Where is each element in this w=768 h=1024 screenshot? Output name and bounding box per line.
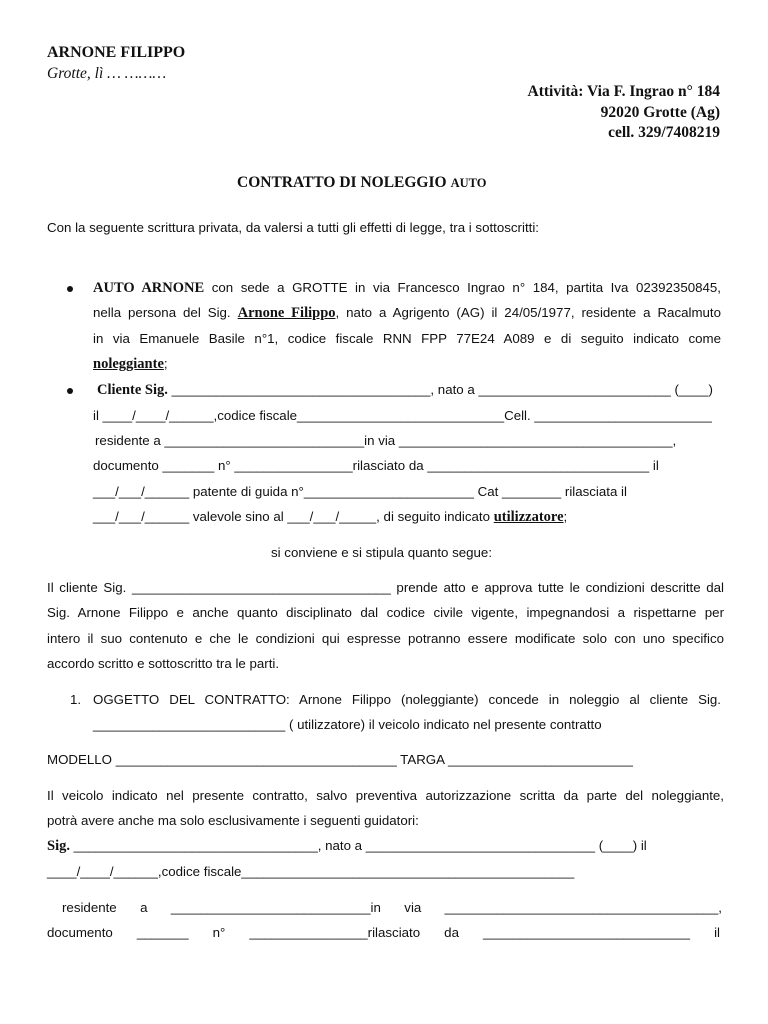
role-utilizzatore: utilizzatore xyxy=(493,509,564,525)
title-main: CONTRATTO DI NOLEGGIO xyxy=(237,174,447,191)
driver-line-1: Sig. _________________________________, nato a _______________________________ (____) il xyxy=(47,838,647,854)
driver-line-3: residente a ___________________________in via _____________________________________, xyxy=(62,900,722,915)
party2-line-1: Cliente Sig. ___________________________________, nato a __________________________ (____) xyxy=(97,382,713,398)
drivers-line-1: Il veicolo indicato nel presente contratto, salvo preventiva autorizzazione scritta da parte del noleggiante, xyxy=(47,788,724,803)
party2-line-3: residente a ___________________________in via _____________________________________, xyxy=(95,433,677,448)
party2-line-2: il ____/____/______,codice fiscale____________________________Cell. ________________________ xyxy=(93,408,712,423)
contract-title xyxy=(237,174,486,192)
party2-line-5: ___/___/______ patente di guida n°_______________________ Cat ________ rilasciata il xyxy=(93,484,627,499)
role-noleggiante: noleggiante xyxy=(93,356,164,372)
driver-line-4: documento _______ n° ________________rilasciato da ____________________________ il xyxy=(47,925,720,940)
owner-name-underlined: Arnone Filippo xyxy=(237,305,336,321)
clause-line-1: Il cliente Sig. ___________________________________ prende atto e approva tutte le condizioni descritte dal xyxy=(47,580,724,595)
address-line-2: 92020 Grotte (Ag) xyxy=(600,104,720,121)
drivers-line-2: potrà avere anche ma solo esclusivamente i seguenti guidatori: xyxy=(47,813,419,828)
vehicle-line: MODELLO ______________________________________ TARGA _________________________ xyxy=(47,752,633,767)
owner-name: ARNONE FILIPPO xyxy=(47,44,186,61)
party2-line-4: documento _______ n° ________________rilasciato da ______________________________ il xyxy=(93,458,659,473)
article1-line-2: __________________________ ( utilizzatore) il veicolo indicato nel presente contratto xyxy=(93,717,602,732)
place-date: Grotte, lì … ……… xyxy=(47,65,167,82)
clause-line-3: intero il suo contenuto e che le condizioni qui espresse potranno essere modificate solo con uno specifico xyxy=(47,631,724,646)
clause-line-4: accordo scritto e sottoscritto tra le parti. xyxy=(47,656,280,671)
agreement-text: si conviene e si stipula quanto segue: xyxy=(271,545,493,560)
party1-line-4: noleggiante; xyxy=(93,356,168,372)
article1-line-1: OGGETTO DEL CONTRATTO: Arnone Filippo (noleggiante) concede in noleggio al cliente Sig. xyxy=(93,692,721,707)
intro-text: Con la seguente scrittura privata, da valersi a tutti gli effetti di legge, tra i sottoscritti: xyxy=(47,220,539,235)
clause-line-2: Sig. Arnone Filippo e anche quanto disciplinato dal codice civile vigente, impegnandosi a rispettarne per xyxy=(47,605,724,620)
driver-line-2: ____/____/______,codice fiscale_____________________________________________ xyxy=(47,864,575,879)
address-line-1: Attività: Via F. Ingrao n° 184 xyxy=(527,83,720,100)
party2-line-6: ___/___/______ valevole sino al ___/___/_____, di seguito indicato utilizzatore; xyxy=(93,509,568,525)
party1-line-2: nella persona del Sig. Arnone Filippo, nato a Agrigento (AG) il 24/05/1977, residente a Racalmuto xyxy=(93,305,722,321)
bullet-icon xyxy=(67,286,73,292)
party1-line-3: in via Emanuele Basile n°1, codice fiscale RNN FPP 77E24 A089 e di seguito indicato come xyxy=(93,331,721,346)
bullet-icon xyxy=(67,388,73,394)
party1-line-1: AUTO ARNONE con sede a GROTTE in via Francesco Ingrao n° 184, partita Iva 02392350845, xyxy=(93,280,721,296)
phone-number: cell. 329/7408219 xyxy=(608,124,720,141)
title-suffix: AUTO xyxy=(450,176,487,190)
article-number: 1. xyxy=(70,692,82,707)
